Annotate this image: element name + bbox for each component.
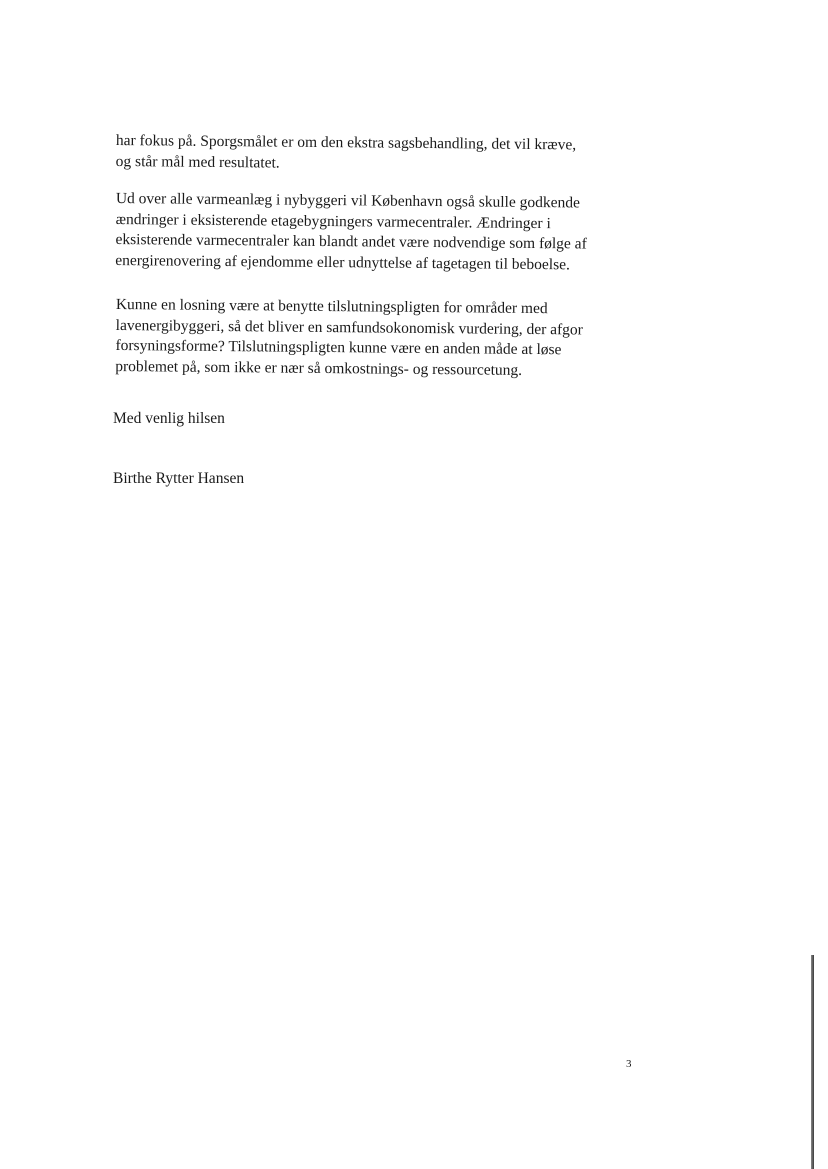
paragraph-line: ændringer i eksisterende etagebygningers varmecentraler. Ændringer i [115, 210, 551, 232]
paragraph-line: og står mål med resultatet. [115, 152, 280, 172]
paragraph-line: eksisterende varmecentraler kan blandt andet være nodvendige som følge af [115, 230, 587, 253]
paragraph-line: har fokus på. Sporgsmålet er om den ekstra sagsbehandling, det vil kræve, [115, 131, 577, 154]
paragraph-line: Ud over alle varmeanlæg i nybyggeri vil København også skulle godkende [115, 189, 581, 212]
paragraph-line: problemet på, som ikke er nær så omkostnings- og ressourcetung. [115, 357, 523, 379]
paragraph-2 [115, 189, 616, 276]
paragraph-line: forsyningsforme? Tilslutningspligten kunne være en anden måde at løse [115, 336, 562, 359]
paragraph-line: Kunne en losning være at benytte tilslutningspligten for områder med [115, 295, 548, 318]
scan-edge-shadow [811, 955, 814, 1169]
paragraph-3 [115, 295, 616, 382]
page-number: 3 [626, 1058, 632, 1070]
paragraph-line: energirenovering af ejendomme eller udnyttelse af tagetagen til beboelse. [115, 251, 571, 273]
closing-salutation: Med venlig hilsen [113, 410, 225, 427]
paragraph-line: lavenergibyggeri, så det bliver en samfundsokonomisk vurdering, der afgor [115, 316, 583, 338]
paragraph-1 [116, 131, 616, 177]
signature-name: Birthe Rytter Hansen [113, 470, 245, 487]
